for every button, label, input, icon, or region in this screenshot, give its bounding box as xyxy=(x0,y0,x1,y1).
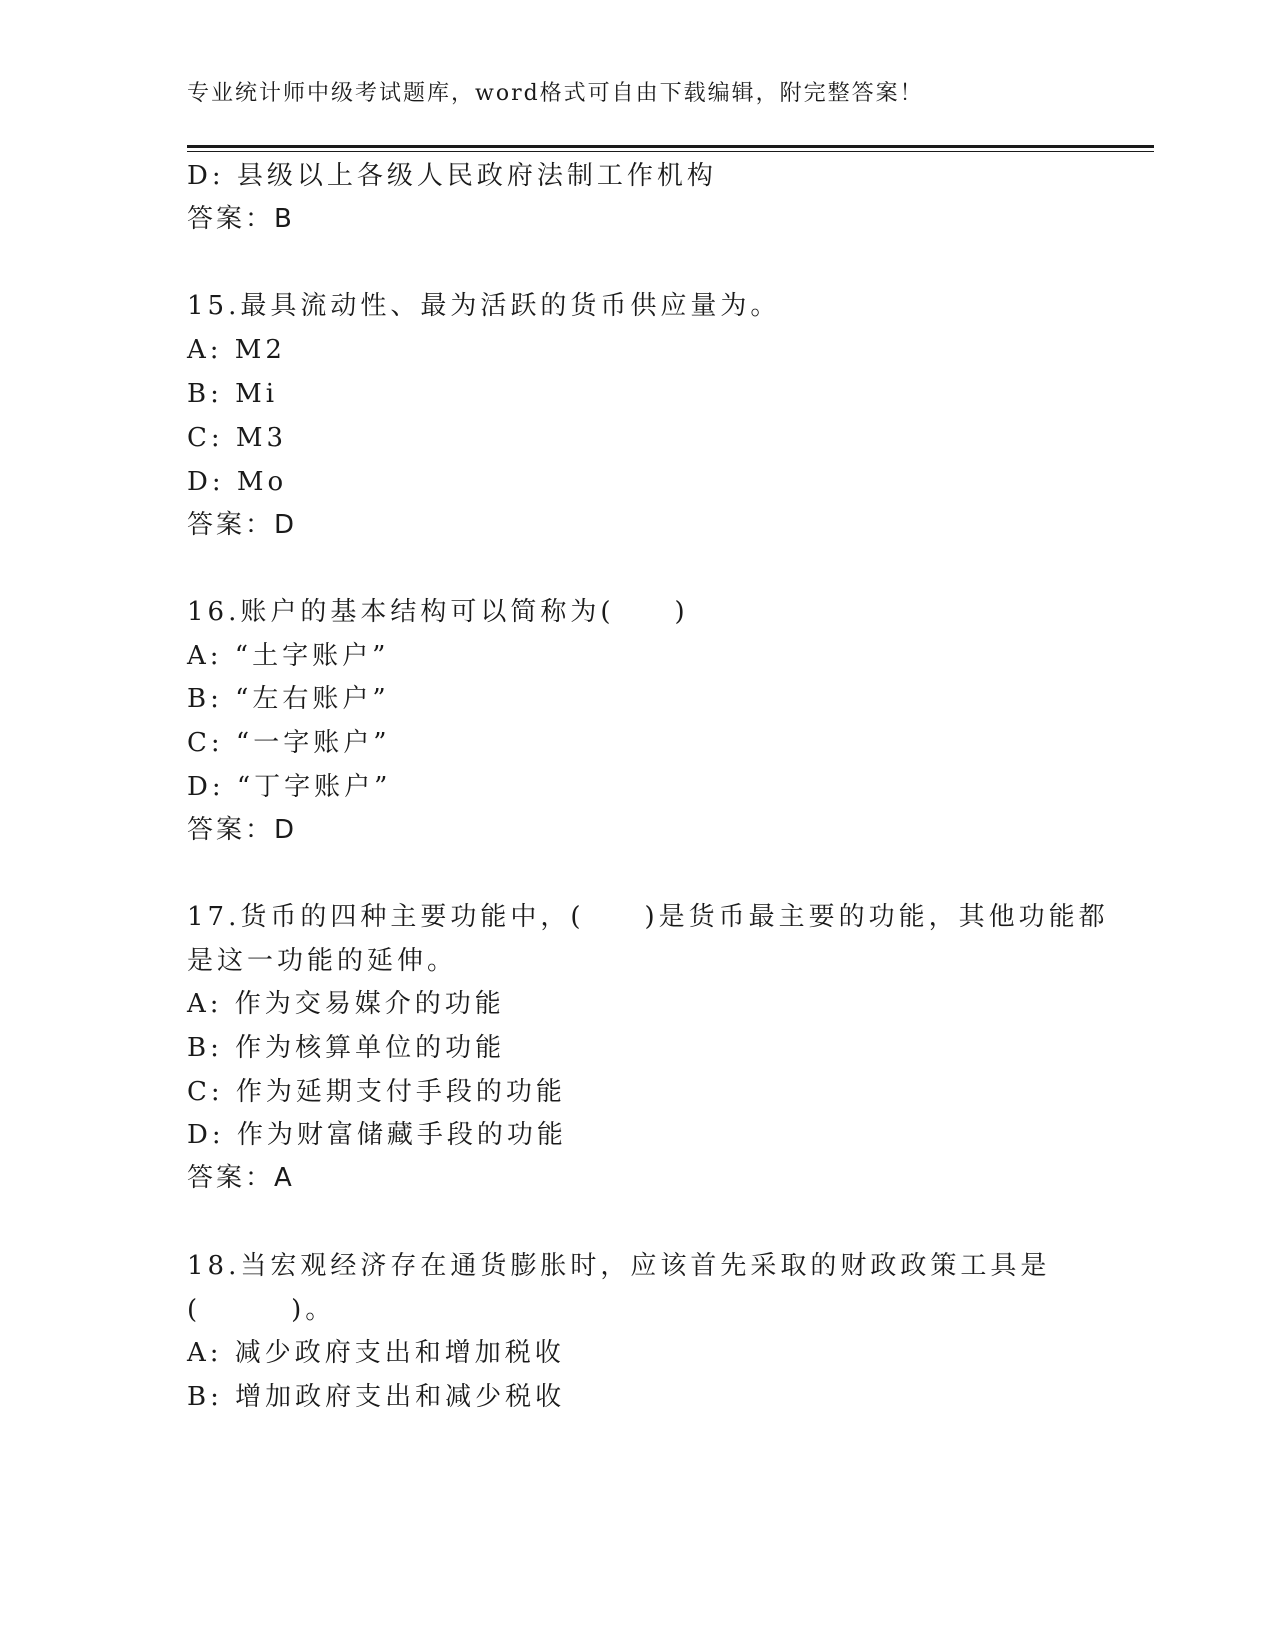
q18-option-a: A: 减少政府支出和增加税收 xyxy=(187,1338,565,1368)
q14-option-d: D: 县级以上各级人民政府法制工作机构 xyxy=(187,161,717,191)
q17-option-d: D: 作为财富储藏手段的功能 xyxy=(187,1120,567,1150)
q16-question: 16.账户的基本结构可以简称为( ) xyxy=(187,597,689,627)
q15-option-d: D: Mo xyxy=(187,467,288,497)
header-rule-thin xyxy=(187,151,1154,152)
q15-option-b: B: Mi xyxy=(187,379,279,409)
header-rule-thick xyxy=(187,145,1154,148)
q17-answer: 答案：A xyxy=(187,1163,295,1193)
q15-answer: 答案：D xyxy=(187,510,298,540)
q14-answer: 答案：B xyxy=(187,204,295,234)
q15-option-a: A: M2 xyxy=(187,335,286,365)
q15-option-c: C: M3 xyxy=(187,423,288,453)
q17-option-b: B: 作为核算单位的功能 xyxy=(187,1033,506,1063)
q15-question: 15.最具流动性、最为活跃的货币供应量为。 xyxy=(187,291,781,321)
page-header: 专业统计师中级考试题库，word格式可自由下载编辑，附完整答案！ xyxy=(187,81,924,106)
q18-option-b: B: 增加政府支出和减少税收 xyxy=(187,1382,566,1412)
q17-question-line1: 17.货币的四种主要功能中，( )是货币最主要的功能，其他功能都 xyxy=(187,902,1109,932)
q18-question-line1: 18.当宏观经济存在通货膨胀时，应该首先采取的财政政策工具是 xyxy=(187,1251,1051,1281)
q18-question-line2: ( )。 xyxy=(187,1295,336,1325)
q16-option-c: C: “一字账户” xyxy=(187,728,391,758)
q16-answer: 答案：D xyxy=(187,815,298,845)
q17-option-c: C: 作为延期支付手段的功能 xyxy=(187,1077,566,1107)
q16-option-d: D: “丁字账户” xyxy=(187,772,392,802)
q16-option-a: A: “土字账户” xyxy=(187,641,390,671)
q17-option-a: A: 作为交易媒介的功能 xyxy=(187,989,505,1019)
q16-option-b: B: “左右账户” xyxy=(187,684,390,714)
q17-question-line2: 是这一功能的延伸。 xyxy=(187,946,458,976)
